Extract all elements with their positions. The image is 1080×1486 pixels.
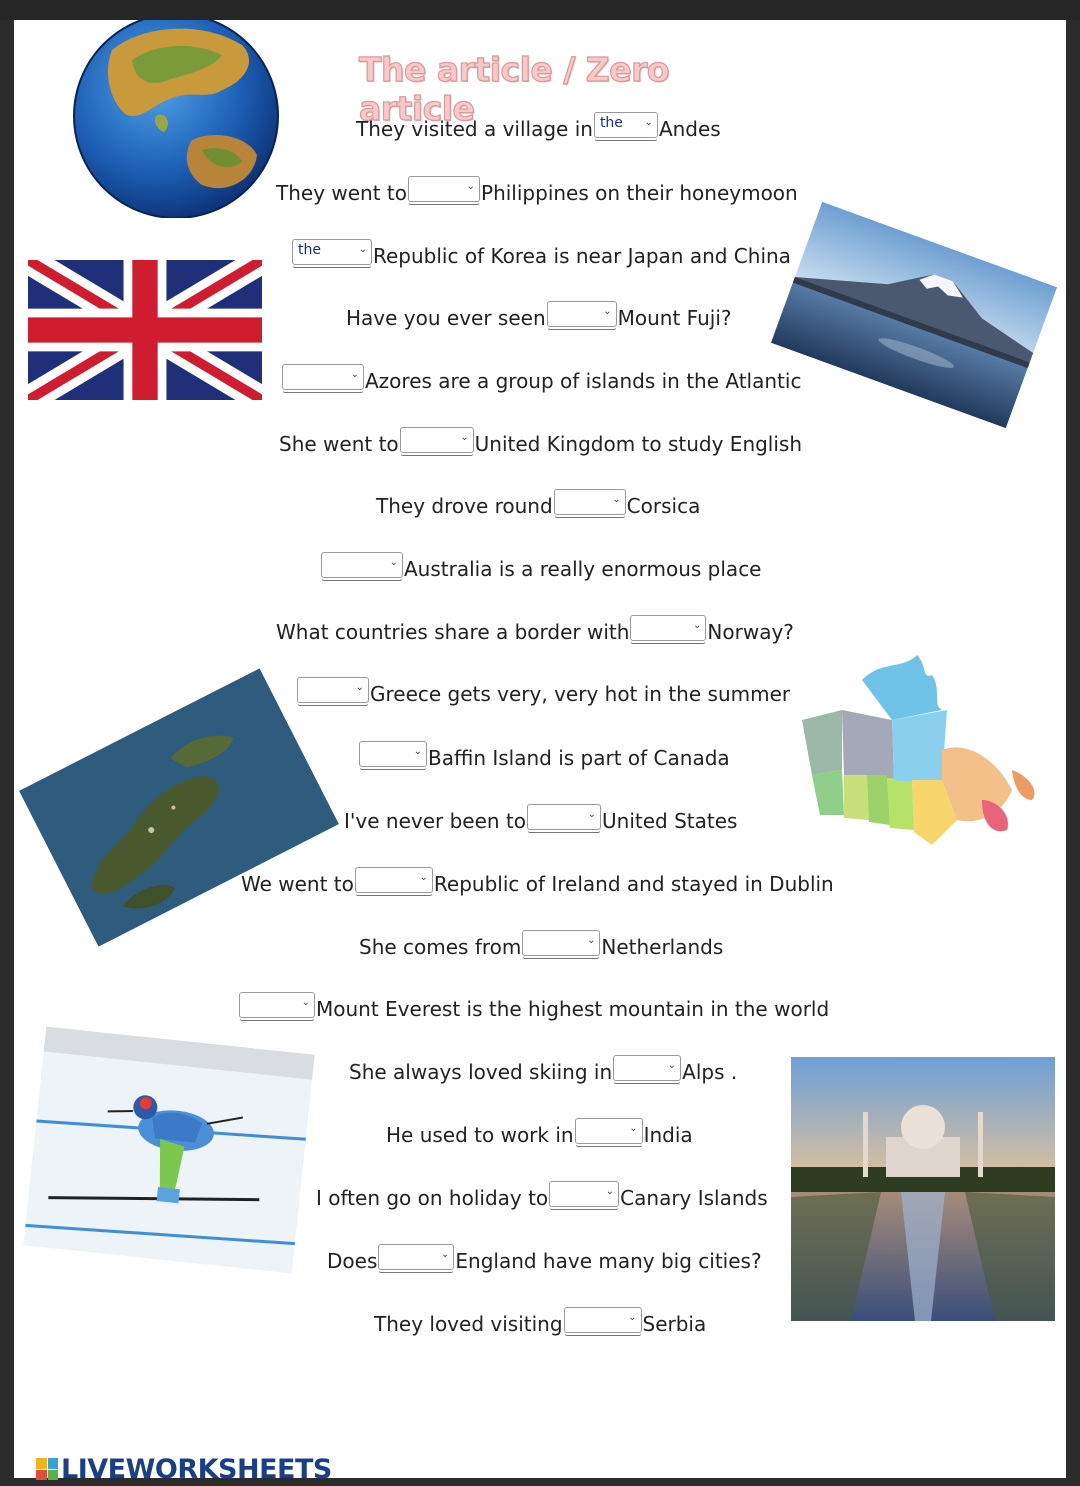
article-dropdown[interactable] [282, 364, 364, 390]
chevron-down-icon: ⌄ [628, 1312, 637, 1323]
sentence-line [238, 993, 829, 1025]
worksheet-page [14, 20, 1066, 1485]
chevron-down-icon: ⌄ [358, 244, 367, 255]
chevron-down-icon: ⌄ [350, 369, 359, 380]
article-dropdown[interactable] [359, 741, 427, 767]
sentence-line [291, 240, 791, 272]
chevron-down-icon: ⌄ [440, 1249, 450, 1260]
sentence-text-after: Canary Islands [620, 1186, 768, 1210]
sentence-line [359, 931, 723, 963]
article-dropdown[interactable] [408, 176, 480, 202]
sentence-line [376, 490, 700, 522]
liveworksheets-logo-text: LIVEWORKSHEETS [61, 1453, 332, 1485]
article-dropdown[interactable] [554, 489, 626, 515]
chevron-down-icon: ⌄ [667, 1060, 677, 1071]
sentence-text-after: England have many big cities? [455, 1249, 762, 1273]
chevron-down-icon: ⌄ [629, 1123, 638, 1134]
chevron-down-icon: ⌄ [644, 117, 653, 128]
article-dropdown[interactable] [239, 992, 315, 1018]
sentence-text-before: He used to work in [386, 1123, 574, 1147]
chevron-down-icon: ⌄ [605, 1186, 615, 1197]
sentence-line [344, 805, 737, 837]
sentence-text-before: She comes from [359, 935, 522, 959]
sentence-text-after: Philippines on their honeymoon [481, 181, 798, 205]
canada-map-image [782, 650, 1044, 870]
sentence-text-after: United States [602, 809, 738, 833]
sentence-text-after: United Kingdom to study English [474, 432, 803, 456]
article-dropdown[interactable] [355, 867, 433, 893]
sentence-line [356, 113, 721, 145]
article-dropdown[interactable] [321, 552, 403, 578]
sentence-text-before: They loved visiting [374, 1312, 563, 1336]
article-dropdown[interactable] [547, 301, 617, 327]
sentence-line [346, 302, 732, 334]
chevron-down-icon: ⌄ [413, 746, 422, 757]
taj-mahal-photo [791, 1057, 1055, 1321]
sentence-text-before: What countries share a border with [276, 620, 630, 644]
article-dropdown[interactable] [522, 930, 600, 956]
chevron-down-icon: ⌄ [460, 432, 469, 443]
dropdown-selected-value: the [298, 242, 321, 258]
sentence-text-before: Does [327, 1249, 378, 1273]
chevron-down-icon: ⌄ [419, 872, 428, 883]
sentence-text-after: Republic of Ireland and stayed in Dublin [433, 872, 834, 896]
article-dropdown[interactable] [400, 427, 474, 453]
sentence-text-before: They drove round [376, 494, 553, 518]
sentence-text-before: They went to [276, 181, 408, 205]
chevron-down-icon: ⌄ [355, 682, 364, 693]
liveworksheets-logo[interactable] [36, 1452, 332, 1486]
sentence-text-before: She always loved skiing in [349, 1060, 613, 1084]
sentence-text-after: Andes [658, 117, 721, 141]
sentence-text-after: Norway? [707, 620, 794, 644]
sentence-line [296, 678, 790, 710]
sentence-text-after: Greece gets very, very hot in the summer [370, 682, 791, 706]
sentence-text-after: Australia is a really enormous place [404, 557, 762, 581]
sentence-line [241, 868, 834, 900]
chevron-down-icon: ⌄ [603, 306, 612, 317]
sentence-text-after: Azores are a group of islands in the Atlantic [365, 369, 802, 393]
top-bar [0, 0, 1080, 20]
sentence-text-before: We went to [241, 872, 354, 896]
sentence-text-before: I've never been to [344, 809, 527, 833]
sentence-line [276, 177, 798, 209]
article-dropdown[interactable] [594, 112, 658, 138]
sentence-line [349, 1056, 737, 1088]
sentence-text-before: Have you ever seen [346, 306, 546, 330]
chevron-down-icon: ⌄ [301, 997, 310, 1008]
chevron-down-icon: ⌄ [587, 809, 597, 820]
sentence-line [316, 1182, 768, 1214]
sentence-line [358, 742, 730, 774]
article-dropdown[interactable] [575, 1118, 643, 1144]
sentence-text-before: She went to [279, 432, 399, 456]
sentence-text-after: Serbia [642, 1312, 707, 1336]
sentence-line [327, 1245, 762, 1277]
sentence-text-before: I often go on holiday to [316, 1186, 549, 1210]
article-dropdown[interactable] [564, 1307, 642, 1333]
sentence-line [276, 616, 794, 648]
globe-image [72, 20, 280, 218]
sentence-text-after: Netherlands [601, 935, 724, 959]
article-dropdown[interactable] [292, 239, 372, 265]
liveworksheets-logo-icon [36, 1458, 58, 1480]
article-dropdown[interactable] [549, 1181, 619, 1207]
sentence-text-after: Corsica [626, 494, 701, 518]
sentence-text-after: Mount Fuji? [617, 306, 732, 330]
skier-photo [23, 1026, 315, 1273]
island-aerial-photo [19, 668, 339, 947]
article-dropdown[interactable] [527, 804, 601, 830]
chevron-down-icon: ⌄ [586, 935, 596, 946]
chevron-down-icon: ⌄ [389, 557, 398, 568]
sentence-text-after: Mount Everest is the highest mountain in the world [316, 997, 830, 1021]
page-title: The article / Zero article [359, 50, 670, 128]
sentence-line [279, 428, 802, 460]
uk-flag-image [28, 260, 262, 400]
article-dropdown[interactable] [297, 677, 369, 703]
article-dropdown[interactable] [630, 615, 706, 641]
sentence-text-before: They visited a village in [356, 117, 593, 141]
chevron-down-icon: ⌄ [612, 494, 621, 505]
article-dropdown[interactable] [378, 1244, 454, 1270]
sentence-text-after: India [643, 1123, 693, 1147]
sentence-line [281, 365, 801, 397]
sentence-line [386, 1119, 693, 1151]
sentence-line [374, 1308, 706, 1340]
article-dropdown[interactable] [613, 1055, 681, 1081]
chevron-down-icon: ⌄ [466, 181, 476, 192]
sentence-text-after: Baffin Island is part of Canada [428, 746, 730, 770]
dropdown-selected-value: the [599, 115, 623, 131]
chevron-down-icon: ⌄ [693, 620, 702, 631]
sentence-text-after: Republic of Korea is near Japan and China [373, 244, 791, 268]
sentence-text-after: Alps . [682, 1060, 738, 1084]
mount-fuji-photo [771, 202, 1057, 428]
sentence-line [320, 553, 762, 585]
